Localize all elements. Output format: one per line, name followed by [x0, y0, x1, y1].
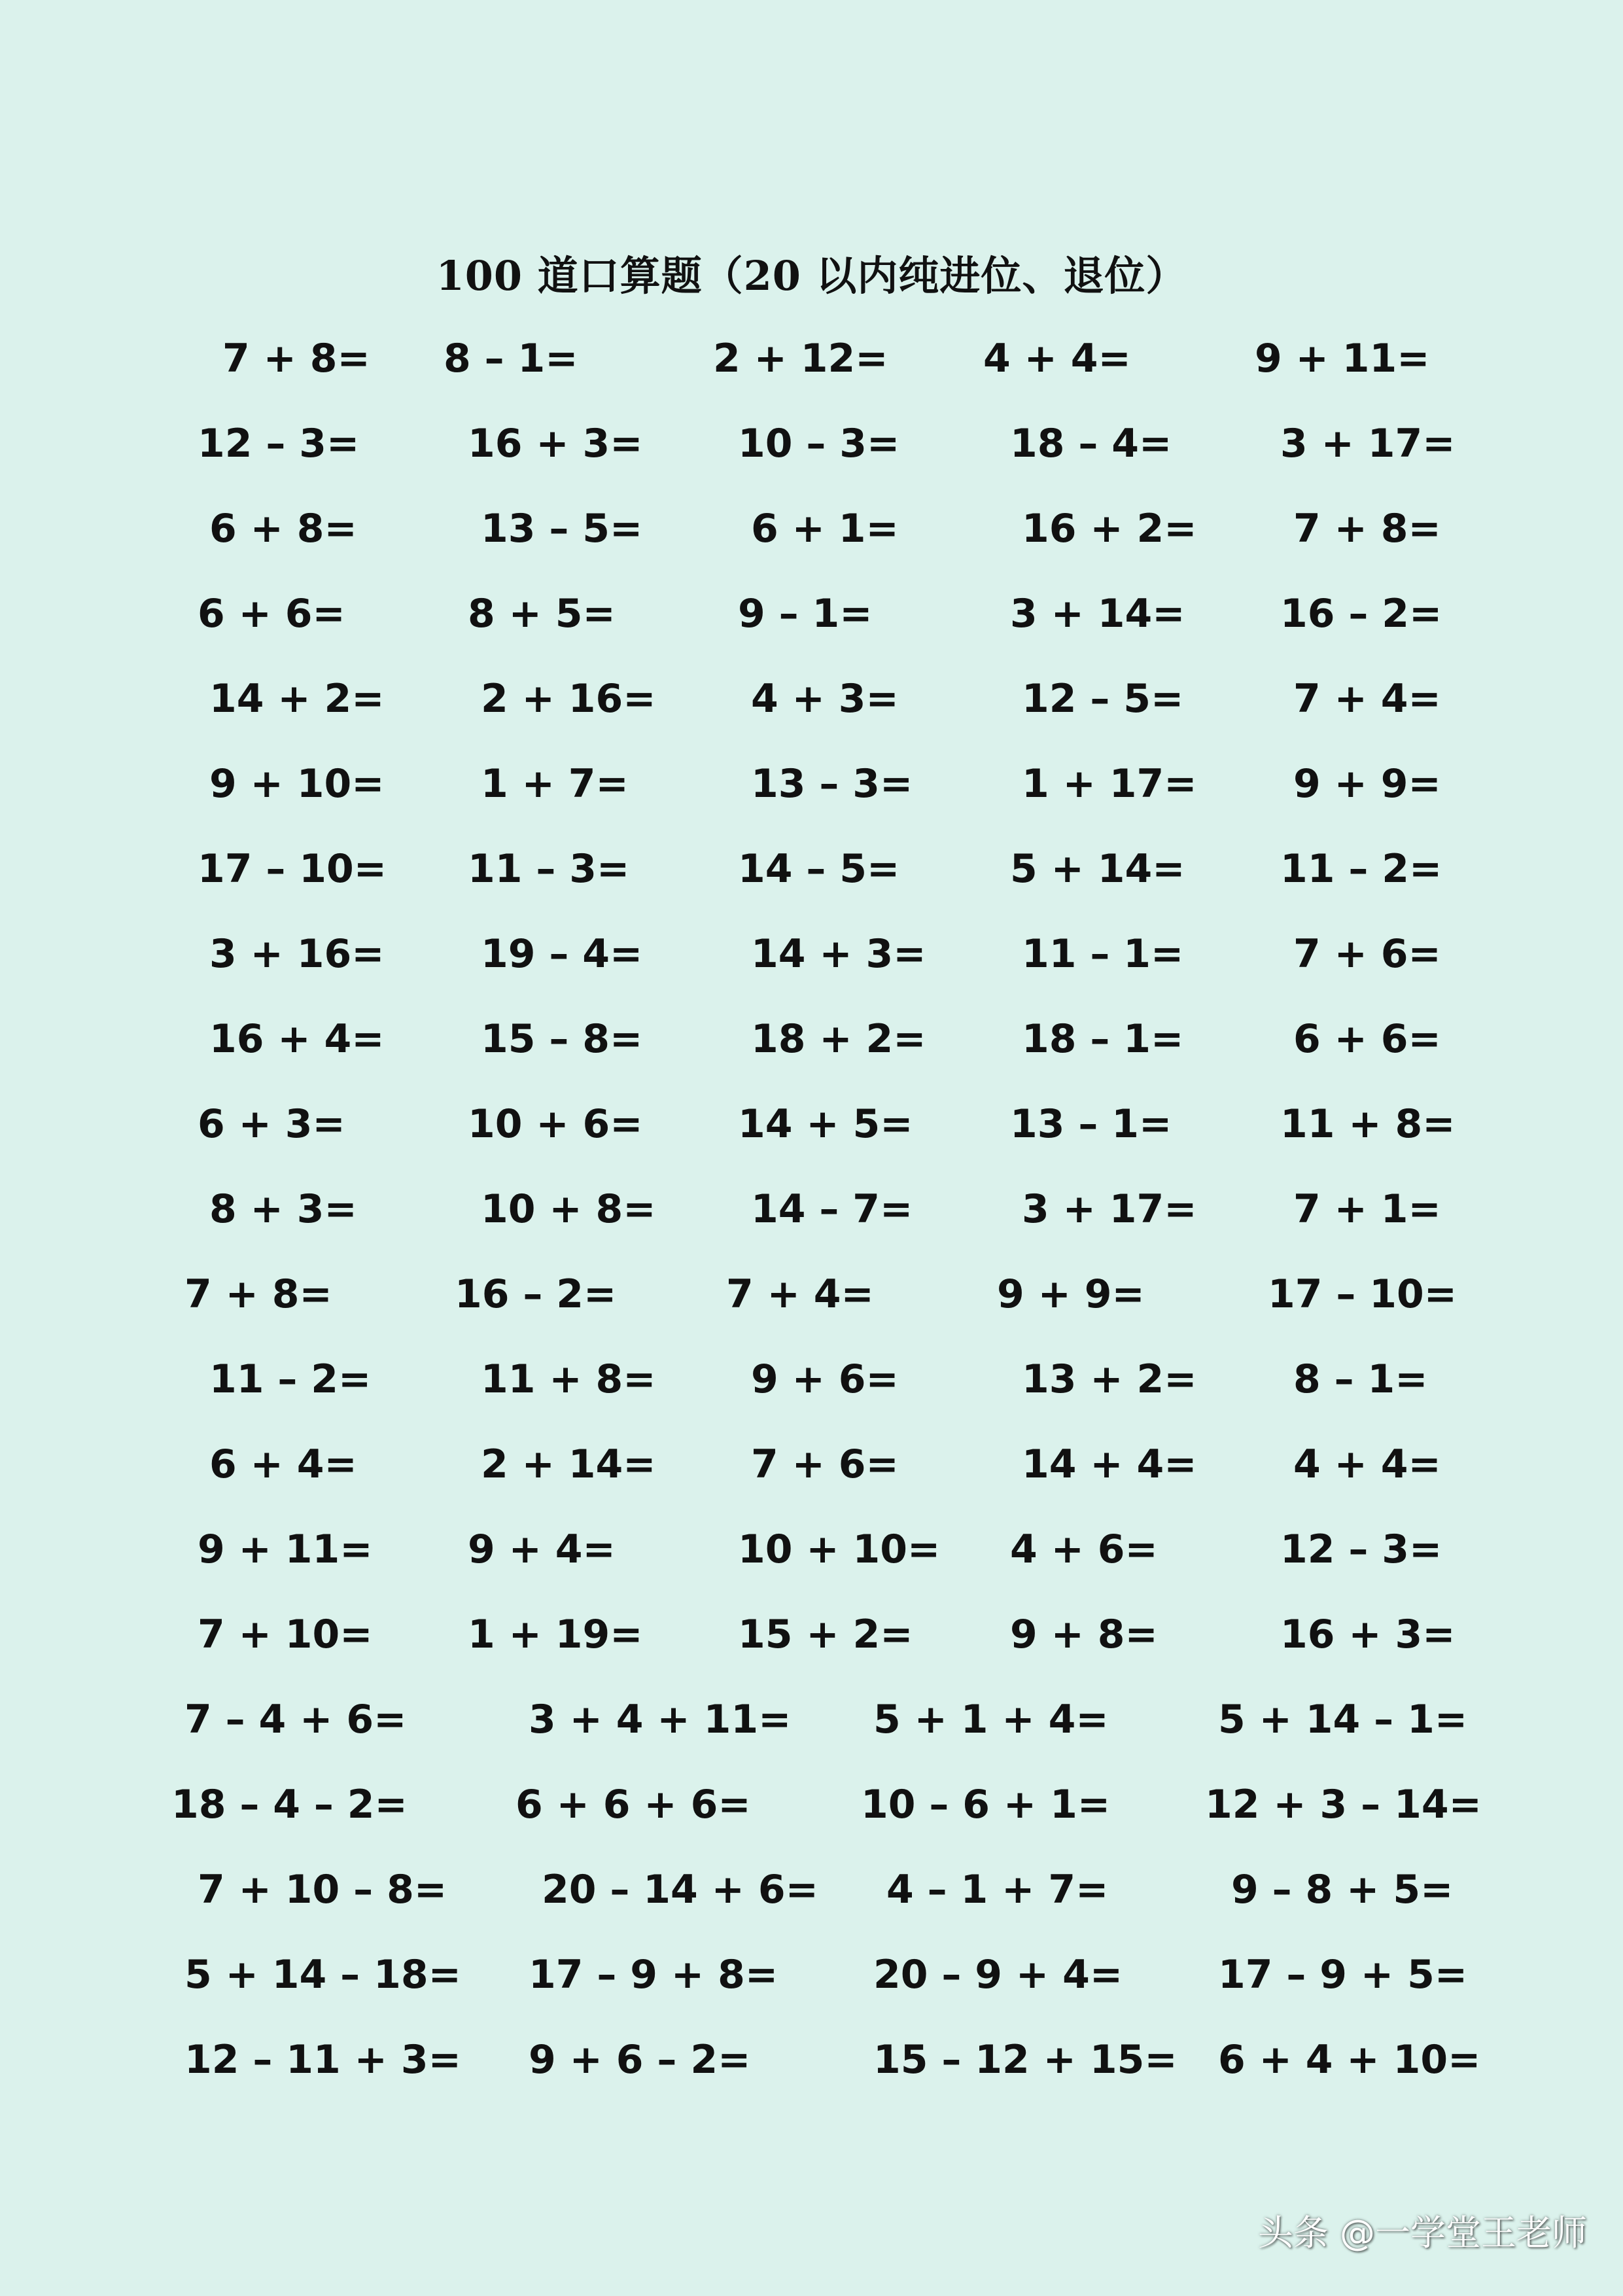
problem-item: 1 + 19=: [468, 1612, 643, 1657]
problem-item: 9 + 9=: [997, 1271, 1145, 1317]
problem-item: 11 + 8=: [481, 1356, 656, 1402]
problem-item: 12 + 3 – 14=: [1205, 1782, 1482, 1828]
problem-item: 9 + 9=: [1293, 761, 1441, 807]
problem-item: 6 + 4=: [209, 1441, 357, 1487]
problem-item: 8 + 3=: [209, 1186, 357, 1232]
problem-item: 1 + 7=: [481, 761, 629, 807]
problem-item: 3 + 14=: [1010, 591, 1185, 637]
problem-item: 20 – 9 + 4=: [873, 1952, 1123, 1998]
problem-item: 5 + 1 + 4=: [873, 1697, 1109, 1742]
problem-item: 8 – 1=: [1293, 1356, 1428, 1402]
problem-item: 9 + 10=: [209, 761, 385, 807]
problem-item: 8 + 5=: [468, 591, 616, 637]
problem-item: 6 + 4 + 10=: [1218, 2037, 1481, 2083]
problem-item: 5 + 14 – 18=: [184, 1952, 461, 1998]
problem-item: 3 + 17=: [1280, 421, 1456, 467]
problem-item: 10 + 10=: [738, 1527, 941, 1572]
problem-item: 8 – 1=: [444, 336, 578, 381]
problem-item: 16 – 2=: [1280, 591, 1442, 637]
problem-item: 10 – 6 + 1=: [861, 1782, 1111, 1828]
problem-item: 17 – 10=: [198, 846, 387, 892]
problem-item: 6 + 8=: [209, 506, 357, 552]
problem-item: 7 + 6=: [1293, 931, 1441, 977]
problem-item: 6 + 3=: [198, 1101, 345, 1147]
problem-item: 11 + 8=: [1280, 1101, 1456, 1147]
problem-item: 13 – 1=: [1010, 1101, 1172, 1147]
problem-item: 1 + 17=: [1022, 761, 1197, 807]
problem-item: 14 + 2=: [209, 676, 385, 722]
problem-item: 14 + 4=: [1022, 1441, 1197, 1487]
problem-item: 9 + 6=: [751, 1356, 899, 1402]
problem-item: 18 – 1=: [1022, 1016, 1184, 1062]
problem-item: 3 + 17=: [1022, 1186, 1197, 1232]
problem-item: 11 – 1=: [1022, 931, 1184, 977]
problem-item: 19 – 4=: [481, 931, 643, 977]
problem-item: 9 + 4=: [468, 1527, 616, 1572]
problem-item: 9 – 1=: [738, 591, 873, 637]
problem-item: 16 + 3=: [1280, 1612, 1456, 1657]
problem-item: 3 + 16=: [209, 931, 385, 977]
watermark: 头条 @一学堂王老师: [1257, 2212, 1587, 2253]
problem-item: 9 + 11=: [1255, 336, 1430, 381]
problem-item: 9 + 6 – 2=: [529, 2037, 751, 2083]
problem-item: 4 + 6=: [1010, 1527, 1158, 1572]
problem-item: 7 + 1=: [1293, 1186, 1441, 1232]
problem-item: 4 – 1 + 7=: [886, 1867, 1109, 1913]
problem-item: 18 – 4 – 2=: [171, 1782, 408, 1828]
problem-item: 17 – 9 + 5=: [1218, 1952, 1468, 1998]
problem-item: 9 + 11=: [198, 1527, 373, 1572]
problem-item: 7 + 8=: [222, 336, 370, 381]
problem-item: 7 + 8=: [184, 1271, 332, 1317]
problem-item: 13 – 5=: [481, 506, 643, 552]
problem-item: 14 + 3=: [751, 931, 926, 977]
problem-item: 14 – 7=: [751, 1186, 913, 1232]
problem-item: 16 + 2=: [1022, 506, 1197, 552]
problem-item: 14 + 5=: [738, 1101, 913, 1147]
problem-item: 18 – 4=: [1010, 421, 1172, 467]
problem-item: 12 – 5=: [1022, 676, 1184, 722]
problem-item: 6 + 6 + 6=: [515, 1782, 751, 1828]
problem-item: 7 + 8=: [1293, 506, 1441, 552]
problem-item: 13 + 2=: [1022, 1356, 1197, 1402]
problem-item: 15 – 8=: [481, 1016, 643, 1062]
problem-item: 7 + 10 – 8=: [198, 1867, 447, 1913]
problem-item: 7 + 4=: [1293, 676, 1441, 722]
problem-item: 12 – 3=: [1280, 1527, 1442, 1572]
problem-item: 10 – 3=: [738, 421, 900, 467]
problem-item: 7 + 6=: [751, 1441, 899, 1487]
problem-item: 7 – 4 + 6=: [184, 1697, 407, 1742]
problem-item: 15 – 12 + 15=: [873, 2037, 1178, 2083]
problem-item: 10 + 6=: [468, 1101, 643, 1147]
problem-item: 5 + 14 – 1=: [1218, 1697, 1468, 1742]
problem-item: 4 + 4=: [1293, 1441, 1441, 1487]
problem-item: 11 – 3=: [468, 846, 630, 892]
problem-item: 16 + 3=: [468, 421, 643, 467]
problem-item: 7 + 10=: [198, 1612, 373, 1657]
problem-item: 6 + 6=: [198, 591, 345, 637]
problem-item: 2 + 12=: [713, 336, 888, 381]
problem-item: 6 + 1=: [751, 506, 899, 552]
problem-item: 18 + 2=: [751, 1016, 926, 1062]
problem-item: 5 + 14=: [1010, 846, 1185, 892]
problem-item: 16 – 2=: [455, 1271, 617, 1317]
problem-item: 11 – 2=: [209, 1356, 372, 1402]
problem-item: 2 + 14=: [481, 1441, 656, 1487]
problem-item: 2 + 16=: [481, 676, 656, 722]
problem-item: 16 + 4=: [209, 1016, 385, 1062]
problem-item: 7 + 4=: [726, 1271, 874, 1317]
problem-item: 3 + 4 + 11=: [529, 1697, 792, 1742]
problem-item: 11 – 2=: [1280, 846, 1442, 892]
problem-item: 12 – 11 + 3=: [184, 2037, 461, 2083]
problem-item: 14 – 5=: [738, 846, 900, 892]
problem-item: 4 + 3=: [751, 676, 899, 722]
problem-item: 12 – 3=: [198, 421, 360, 467]
problem-item: 17 – 10=: [1268, 1271, 1457, 1317]
problem-item: 15 + 2=: [738, 1612, 913, 1657]
problem-item: 4 + 4=: [983, 336, 1131, 381]
problem-item: 10 + 8=: [481, 1186, 656, 1232]
problem-item: 9 + 8=: [1010, 1612, 1158, 1657]
page-title: 100 道口算题（20 以内纯进位、退位）: [436, 252, 1187, 300]
problem-item: 6 + 6=: [1293, 1016, 1441, 1062]
problem-item: 17 – 9 + 8=: [529, 1952, 778, 1998]
problem-item: 13 – 3=: [751, 761, 913, 807]
problem-item: 9 – 8 + 5=: [1231, 1867, 1454, 1913]
problem-item: 20 – 14 + 6=: [542, 1867, 818, 1913]
